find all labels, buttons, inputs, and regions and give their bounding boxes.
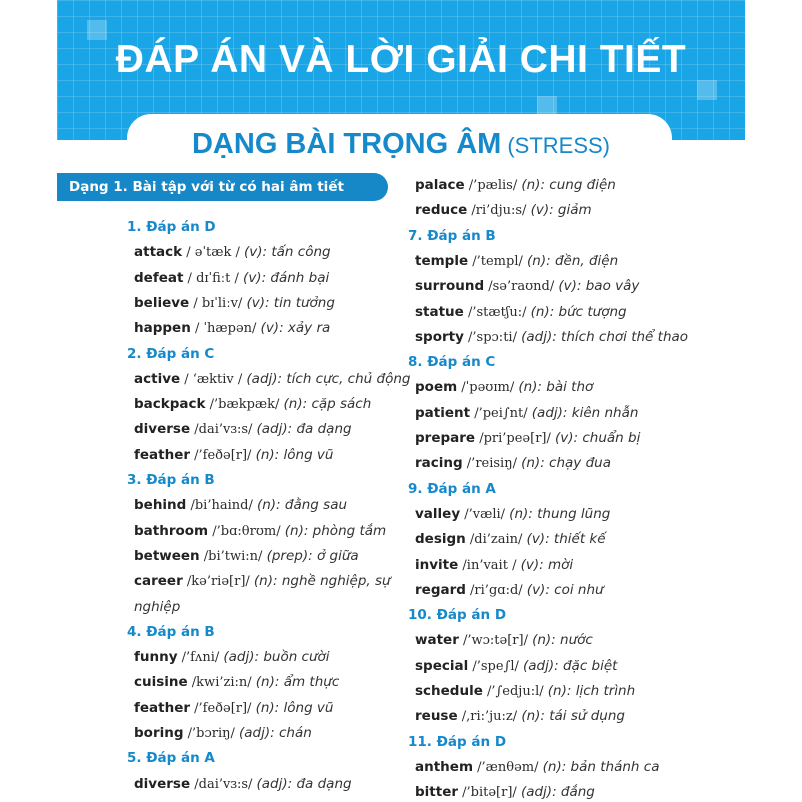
- vocab-word: happen: [134, 320, 191, 337]
- vocab-ipa: / ˈhæpən/: [190, 321, 261, 337]
- vocab-entry: [134, 396, 371, 412]
- vocab-entry: [134, 320, 330, 336]
- vocab-meaning: (n): ẩm thực: [255, 674, 340, 691]
- vocab-word: reuse: [415, 708, 458, 725]
- vocab-meaning: (n): nước: [532, 632, 593, 649]
- vocab-ipa: /’wɔ:tə[r]/: [458, 633, 533, 649]
- vocab-meaning: (adj): đa dạng: [256, 421, 352, 438]
- vocab-ipa: /dai’vɜ:s/: [190, 776, 257, 792]
- vocab-entry: [134, 295, 335, 311]
- vocab-ipa: /dai’vɜ:s/: [190, 422, 257, 438]
- band-square-decoration: [87, 20, 107, 40]
- vocab-meaning: (adj): thích chơi thể thao: [521, 328, 689, 345]
- vocab-entry: [415, 329, 688, 345]
- vocab-ipa: /’stætʃu:/: [463, 304, 531, 320]
- vocab-entry: [415, 582, 604, 598]
- vocab-meaning: (v): chuẩn bị: [555, 430, 641, 446]
- answer-heading: 11. Đáp án D: [408, 733, 507, 750]
- vocab-entry: [134, 244, 331, 260]
- vocab-word: feather: [134, 699, 191, 716]
- vocab-ipa: / dɪˈfiːt /: [183, 270, 244, 286]
- vocab-entry: [415, 405, 638, 421]
- vocab-entry: [415, 557, 573, 573]
- vocab-ipa: /ri’dju:s/: [467, 203, 531, 219]
- vocab-ipa: /’spe∫l/: [468, 658, 524, 674]
- answer-heading: 2. Đáp án C: [127, 345, 215, 362]
- vocab-word: surround: [415, 278, 485, 295]
- subtitle-main: DẠNG BÀI TRỌNG ÂM: [191, 128, 502, 160]
- vocab-word: anthem: [415, 758, 474, 775]
- vocab-word: backpack: [134, 396, 206, 413]
- vocab-ipa: /bi’haind/: [186, 498, 257, 514]
- vocab-ipa: /’ænθəm/: [473, 759, 543, 775]
- vocab-entry: [134, 674, 339, 690]
- vocab-entry: [415, 708, 625, 724]
- vocab-word: attack: [134, 244, 183, 261]
- answer-heading: 1. Đáp án D: [127, 219, 216, 235]
- page-title: ĐÁP ÁN VÀ LỜI GIẢI CHI TIẾT: [115, 38, 687, 81]
- answer-heading: 10. Đáp án D: [408, 607, 507, 624]
- vocab-word: feather: [134, 446, 191, 463]
- vocab-ipa: /’∫edju:l/: [482, 684, 548, 699]
- vocab-meaning-continued: nghiệp: [134, 598, 181, 615]
- vocab-ipa: /bi’twi:n/: [199, 548, 267, 564]
- vocab-ipa: /’bækpæk/: [205, 397, 284, 413]
- vocab-meaning: (n): bức tượng: [530, 303, 627, 320]
- vocab-entry: [134, 497, 347, 513]
- answer-heading: 4. Đáp án B: [127, 623, 215, 640]
- vocab-word: active: [134, 370, 181, 387]
- vocab-meaning: (n): tái sử dụng: [521, 708, 625, 725]
- vocab-ipa: /’templ/: [468, 253, 528, 269]
- vocab-ipa: /’bɑ:θrʊm/: [208, 523, 285, 539]
- vocab-word: diverse: [134, 421, 191, 438]
- vocab-ipa: /’pælis/: [464, 178, 522, 193]
- vocab-entry: [134, 776, 352, 792]
- vocab-meaning: (n): cung điện: [521, 177, 616, 193]
- vocab-word: between: [134, 547, 200, 564]
- vocab-entry: [415, 430, 640, 446]
- vocab-meaning: (v): đánh bại: [243, 269, 330, 286]
- vocab-meaning: (n): nghề nghiệp, sự: [253, 573, 391, 590]
- vocab-word: reduce: [415, 202, 468, 219]
- vocab-meaning: (v): coi như: [526, 581, 604, 598]
- vocab-ipa: /ri’gɑ:d/: [465, 582, 527, 598]
- vocab-entry: [415, 506, 610, 522]
- vocab-entry: [134, 523, 386, 539]
- vocab-word: boring: [134, 725, 184, 741]
- answer-heading: 3. Đáp án B: [127, 472, 215, 488]
- vocab-meaning: (n): phòng tắm: [284, 522, 387, 539]
- vocab-meaning: (adj): tích cực, chủ động: [246, 370, 411, 387]
- vocab-word: statue: [415, 303, 464, 320]
- vocab-entry: [134, 649, 330, 665]
- answer-heading: 9. Đáp án A: [408, 480, 496, 497]
- vocab-entry: [415, 683, 635, 699]
- vocab-word: valley: [415, 505, 461, 522]
- vocab-word: diverse: [134, 775, 191, 792]
- vocab-word: schedule: [415, 683, 483, 699]
- vocab-word: believe: [134, 294, 190, 311]
- answer-heading: 8. Đáp án C: [408, 354, 496, 371]
- vocab-meaning: (n): chạy đua: [521, 455, 611, 472]
- vocab-meaning: (v): xảy ra: [260, 320, 331, 337]
- vocab-ipa: /,ri:’ju:z/: [457, 709, 522, 725]
- vocab-word: invite: [415, 556, 459, 573]
- vocab-ipa: /’bitə[r]/: [458, 785, 521, 801]
- vocab-meaning: (v): mời: [520, 556, 574, 573]
- band-square-decoration: [537, 96, 557, 116]
- vocab-entry: [415, 531, 606, 547]
- vocab-entry: [134, 447, 333, 463]
- vocab-entry: [415, 759, 659, 775]
- vocab-meaning: (prep): ở giữa: [266, 547, 359, 564]
- vocab-word: behind: [134, 497, 187, 514]
- vocab-word: palace: [415, 177, 465, 193]
- vocab-entry: [134, 700, 333, 716]
- vocab-ipa: /pri’peə[r]/: [475, 431, 555, 446]
- vocab-entry: [134, 421, 352, 437]
- vocab-word: cuisine: [134, 674, 188, 691]
- vocab-meaning: (n): bài thơ: [518, 379, 594, 396]
- vocab-word: poem: [415, 379, 458, 396]
- worksheet-page: [57, 0, 745, 802]
- band-square-decoration: [697, 80, 717, 100]
- section-pill: Dạng 1. Bài tập với từ có hai âm tiết: [57, 173, 388, 201]
- vocab-entry: [415, 784, 595, 800]
- vocab-ipa: /’pei∫nt/: [470, 405, 532, 421]
- vocab-ipa: / ‘æktiv /: [180, 371, 247, 387]
- vocab-word: prepare: [415, 430, 476, 446]
- vocab-ipa: /’bɔriŋ/: [183, 726, 240, 741]
- vocab-meaning: (n): thung lũng: [509, 505, 611, 522]
- vocab-entry: [415, 455, 611, 471]
- vocab-ipa: /’fʌni/: [177, 650, 224, 666]
- vocab-entry: [415, 202, 592, 218]
- answer-heading: 5. Đáp án A: [127, 750, 215, 767]
- vocab-word: defeat: [134, 269, 184, 286]
- vocab-meaning: (adj): kiên nhẫn: [531, 404, 639, 421]
- vocab-word: funny: [134, 649, 178, 666]
- vocab-word: career: [134, 573, 183, 590]
- vocab-ipa: /ˈpəʊɪm/: [457, 380, 519, 396]
- vocab-meaning: (n): lông vũ: [255, 446, 334, 463]
- vocab-ipa: / əˈtæk /: [182, 245, 244, 261]
- vocab-entry: [415, 278, 639, 294]
- vocab-meaning: (n): cặp sách: [283, 396, 372, 413]
- vocab-ipa: /kə’riə[r]/: [182, 574, 254, 590]
- vocab-word: temple: [415, 252, 469, 269]
- vocab-ipa: /’feðə[r]/: [190, 447, 256, 463]
- vocab-meaning: (adj): đặc biệt: [523, 657, 618, 674]
- vocab-word: special: [415, 657, 469, 674]
- vocab-meaning: (v): giảm: [530, 202, 592, 219]
- vocab-meaning: (v): thiết kế: [526, 531, 606, 548]
- answer-heading: 7. Đáp án B: [408, 227, 496, 244]
- vocab-word: water: [415, 632, 459, 649]
- vocab-ipa: /’feðə[r]/: [190, 700, 256, 716]
- vocab-meaning: (v): tấn công: [244, 244, 331, 261]
- vocab-word: racing: [415, 455, 463, 472]
- vocab-entry: [415, 658, 617, 674]
- vocab-meaning: (adj): đắng: [520, 784, 595, 801]
- vocab-meaning: (n): lịch trình: [547, 683, 636, 699]
- vocab-entry: [134, 548, 359, 564]
- vocab-word: bitter: [415, 784, 459, 801]
- vocab-ipa: /kwi’zi:n/: [187, 675, 256, 691]
- vocab-word: sporty: [415, 328, 464, 345]
- vocab-entry: [415, 304, 627, 320]
- vocab-meaning: (adj): buồn cười: [223, 649, 330, 666]
- vocab-meaning: (adj): chán: [239, 725, 312, 741]
- vocab-ipa: /’reisiŋ/: [462, 456, 522, 472]
- vocab-meaning: (n): lông vũ: [255, 699, 334, 716]
- vocab-entry: [134, 371, 410, 387]
- vocab-ipa: /’spɔ:ti/: [463, 329, 522, 345]
- vocab-entry: [134, 270, 329, 286]
- vocab-ipa: /’væli/: [460, 506, 510, 522]
- vocab-word: patient: [415, 404, 471, 421]
- vocab-entry: [415, 253, 618, 269]
- vocab-ipa: /in’vait /: [458, 557, 521, 573]
- vocab-entry: [134, 725, 312, 741]
- vocab-entry: [415, 632, 593, 648]
- vocab-entry: [415, 379, 593, 395]
- subtitle-paren: (STRESS): [507, 133, 610, 158]
- vocab-word: bathroom: [134, 522, 209, 539]
- vocab-meaning: (adj): đa dạng: [256, 775, 352, 792]
- vocab-meaning: (n): đằng sau: [256, 497, 348, 514]
- vocab-meaning: (v): tin tưởng: [246, 294, 335, 311]
- vocab-word: design: [415, 531, 466, 548]
- vocab-ipa: /di’zain/: [465, 532, 527, 548]
- vocab-entry: [415, 177, 616, 193]
- section-subtitle: [57, 128, 745, 161]
- vocab-word: regard: [415, 581, 466, 598]
- vocab-ipa: / bɪˈliːv/: [189, 295, 247, 311]
- vocab-meaning: (n): bản thánh ca: [542, 758, 660, 775]
- vocab-meaning: (n): đền, điện: [527, 252, 619, 269]
- vocab-meaning: (v): bao vây: [558, 278, 640, 295]
- vocab-entry: [134, 573, 391, 589]
- vocab-ipa: /sə’raʊnd/: [484, 279, 559, 295]
